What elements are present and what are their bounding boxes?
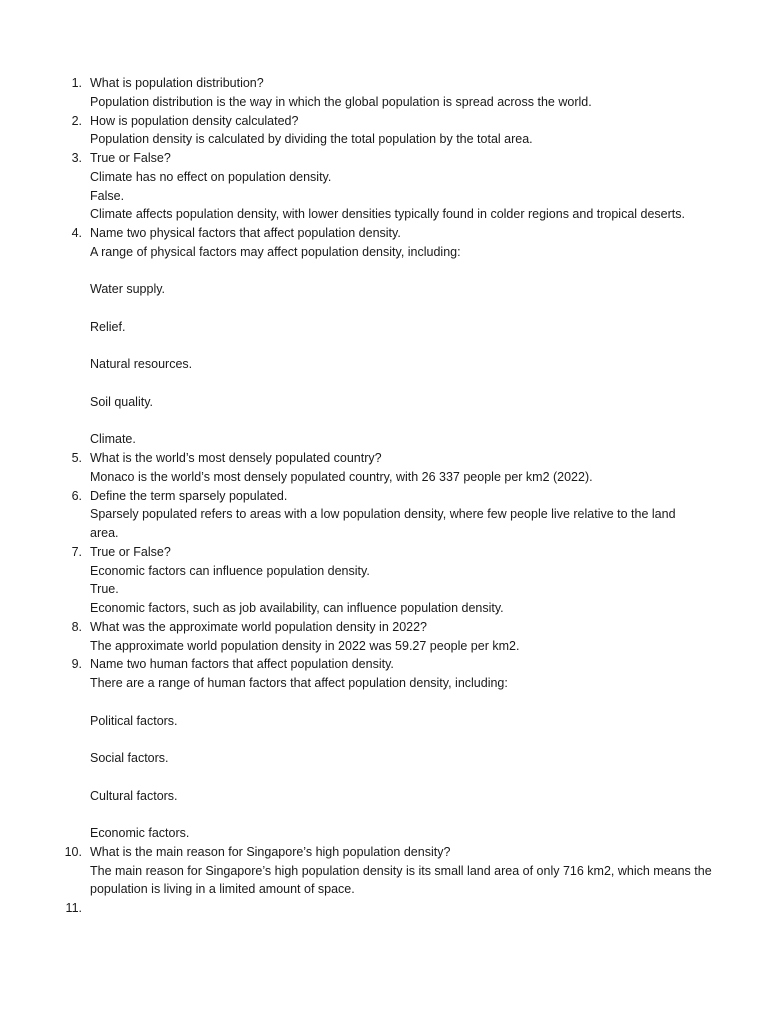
blank-line <box>90 337 720 356</box>
answer-text: Population density is calculated by dividing the total population by the total area. <box>90 132 533 147</box>
blank-line <box>90 693 720 712</box>
list-item <box>0 112 768 150</box>
question-text: Define the term sparsely populated. <box>90 488 288 503</box>
answer-text: Natural resources. <box>90 357 193 372</box>
answer-text: Political factors. <box>90 713 178 728</box>
question-text: What is the world’s most densely populated country? <box>90 451 382 465</box>
answer-text: population is living in a limited amount of space. <box>90 882 355 897</box>
question-text: Name two physical factors that affect population density. <box>90 226 401 240</box>
question-text: True or False? <box>90 151 171 165</box>
answer-text: Economic factors, such as job availability, can influence population density. <box>90 601 504 615</box>
question-text: How is population density calculated? <box>90 113 299 128</box>
blank-line <box>90 730 720 749</box>
list-item <box>0 899 768 918</box>
list-item <box>0 543 768 618</box>
question-text: True or False? <box>90 544 171 559</box>
answer-text: Social factors. <box>90 751 169 765</box>
answer-text: Sparsely populated refers to areas with a low population density, where few people live relative to the land <box>90 507 676 522</box>
question-text: What is the main reason for Singapore’s high population density? <box>90 844 451 859</box>
answer-text: Water supply. <box>90 282 166 297</box>
answer-text: Soil quality. <box>90 394 153 409</box>
answer-text: Climate has no effect on population density. <box>90 169 332 184</box>
list-item-number: 10. <box>64 844 82 859</box>
list-item-number: 5. <box>71 451 82 465</box>
list-item <box>0 487 768 543</box>
question-text: Name two human factors that affect population density. <box>90 657 394 672</box>
list-item <box>0 74 768 112</box>
answer-text: Population distribution is the way in which the global population is spread across the world. <box>90 94 592 109</box>
answer-text: There are a range of human factors that affect population density, including: <box>90 676 508 690</box>
answer-text: Economic factors can influence population density. <box>90 563 370 578</box>
list-item <box>0 224 768 449</box>
question-text: What was the approximate world population density in 2022? <box>90 619 428 634</box>
blank-line <box>90 262 720 281</box>
list-item-number: 4. <box>71 226 82 240</box>
list-item-number: 6. <box>71 488 82 503</box>
list-item-number: 8. <box>71 619 82 634</box>
list-item-number: 7. <box>71 544 82 559</box>
list-item-number: 1. <box>71 76 82 90</box>
list-item-number: 2. <box>71 113 82 128</box>
list-item-number: 3. <box>71 151 82 165</box>
list-item <box>0 655 768 843</box>
blank-line <box>90 805 720 824</box>
blank-line <box>90 299 720 318</box>
answer-text: The main reason for Singapore’s high population density is its small land area of only 716 km2, which means the <box>90 863 712 878</box>
blank-line <box>90 768 720 787</box>
blank-line <box>90 374 720 393</box>
list-item <box>0 618 768 656</box>
list-item <box>0 149 768 224</box>
answer-text: Relief. <box>90 319 126 334</box>
answer-text: True. <box>90 582 119 597</box>
document-page <box>0 74 768 918</box>
blank-line <box>90 899 720 918</box>
answer-text: area. <box>90 526 119 540</box>
answer-text: Economic factors. <box>90 826 190 840</box>
answer-text: Cultural factors. <box>90 788 178 803</box>
answer-text: A range of physical factors may affect population density, including: <box>90 244 461 259</box>
blank-line <box>90 412 720 431</box>
answer-text: The approximate world population density in 2022 was 59.27 people per km2. <box>90 638 520 653</box>
list-item <box>0 843 768 899</box>
list-item-number: 9. <box>71 657 82 672</box>
question-answer-list <box>0 74 768 918</box>
answer-text: Climate. <box>90 432 136 447</box>
answer-text: Climate affects population density, with lower densities typically found in colder regions and tropical deserts. <box>90 207 685 222</box>
answer-text: False. <box>90 188 125 203</box>
list-item-number: 11. <box>65 901 82 915</box>
list-item <box>0 449 768 487</box>
question-text: What is population distribution? <box>90 76 264 90</box>
answer-text: Monaco is the world’s most densely populated country, with 26 337 people per km2 (2022). <box>90 469 593 484</box>
